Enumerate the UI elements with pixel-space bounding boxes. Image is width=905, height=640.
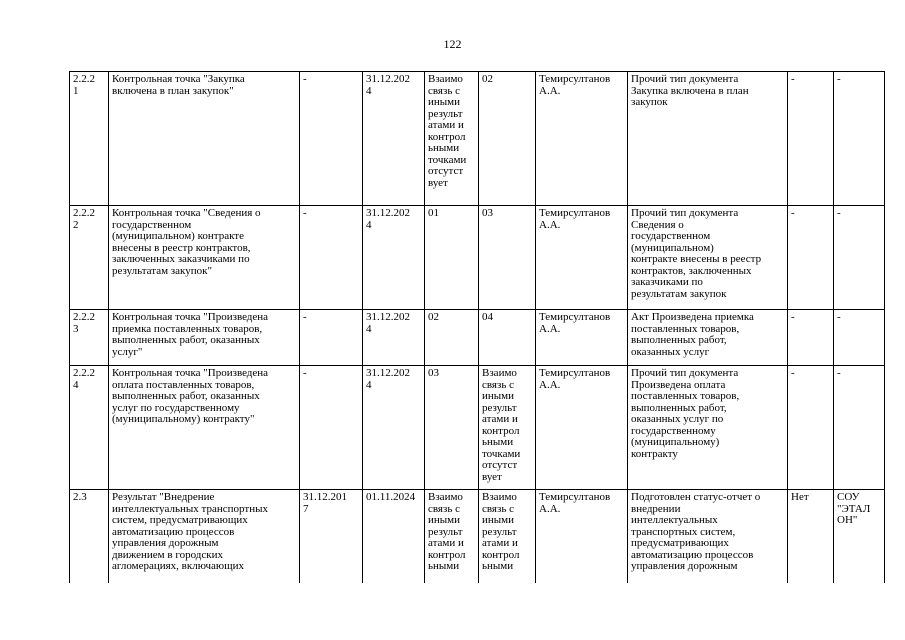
cell-end-date: 31.12.202 4 [363,310,425,366]
cell-name: Контрольная точка "Произведена приемка поставленных товаров, выполненных работ, оказанных услуг" [109,310,300,366]
cell-name: Контрольная точка "Произведена оплата поставленных товаров, выполненных работ, оказанных услуг по государственному (муниципальному) контракту" [109,366,300,490]
cell-predecessor: Взаимо связь с иными результ атами и контрол ьными точками отсутст вует [425,72,479,206]
cell-responsible: Темирсултанов А.А. [536,366,628,490]
cell-responsible: Темирсултанов А.А. [536,490,628,584]
cell-name: Контрольная точка "Сведения о государственном (муниципальном) контракте внесены в реестр контрактов, заключенных заказчиками по результатам закупок" [109,206,300,310]
cell-successor: 02 [479,72,536,206]
cell-end-date: 31.12.202 4 [363,206,425,310]
cell-predecessor: 03 [425,366,479,490]
table-row [70,310,885,366]
cell-name: Результат "Внедрение интеллектуальных транспортных систем, предусматривающих автоматизацию процессов управления дорожным движением в городских агломерациях, включающих [109,490,300,584]
cell-info-system: - [834,206,885,310]
table-row [70,72,885,206]
cell-info-system: - [834,366,885,490]
cell-number: 2.2.2 4 [70,366,109,490]
cell-responsible: Темирсултанов А.А. [536,206,628,310]
cell-predecessor: Взаимо связь с иными результ атами и контрол ьными [425,490,479,584]
cell-successor: Взаимо связь с иными результ атами и контрол ьными точками отсутст вует [479,366,536,490]
cell-responsible: Темирсултанов А.А. [536,310,628,366]
cell-info-system: СОУ "ЭТАЛ ОН" [834,490,885,584]
cell-number: 2.2.2 1 [70,72,109,206]
cell-start-date: 31.12.201 7 [300,490,363,584]
cell-gis: - [788,366,834,490]
table-row [70,490,885,584]
cell-gis: - [788,206,834,310]
cell-predecessor: 02 [425,310,479,366]
cell-number: 2.2.2 3 [70,310,109,366]
cell-successor: 03 [479,206,536,310]
cell-end-date: 31.12.202 4 [363,72,425,206]
cell-successor: 04 [479,310,536,366]
cell-start-date: - [300,310,363,366]
cell-number: 2.3 [70,490,109,584]
cell-start-date: - [300,206,363,310]
cell-document: Акт Произведена приемка поставленных товаров, выполненных работ, оказанных услуг [628,310,788,366]
cell-end-date: 01.11.2024 [363,490,425,584]
control-points-table [69,71,885,583]
cell-end-date: 31.12.202 4 [363,366,425,490]
cell-name: Контрольная точка "Закупка включена в план закупок" [109,72,300,206]
table-row [70,366,885,490]
cell-document: Прочий тип документа Сведения о государственном (муниципальном) контракте внесены в реестр контрактов, заключенных заказчиками по результатам закупок [628,206,788,310]
cell-responsible: Темирсултанов А.А. [536,72,628,206]
cell-predecessor: 01 [425,206,479,310]
cell-info-system: - [834,310,885,366]
cell-number: 2.2.2 2 [70,206,109,310]
cell-successor: Взаимо связь с иными результ атами и контрол ьными [479,490,536,584]
cell-gis: - [788,72,834,206]
cell-start-date: - [300,366,363,490]
cell-document: Подготовлен статус-отчет о внедрении интеллектуальных транспортных систем, предусматривающих автоматизацию процессов управления дорожным [628,490,788,584]
cell-info-system: - [834,72,885,206]
cell-start-date: - [300,72,363,206]
cell-gis: - [788,310,834,366]
cell-gis: Нет [788,490,834,584]
page-number: 122 [443,37,462,51]
table-row [70,206,885,310]
cell-document: Прочий тип документа Произведена оплата поставленных товаров, выполненных работ, оказанных услуг по государственному (муниципальному) контракту [628,366,788,490]
cell-document: Прочий тип документа Закупка включена в план закупок [628,72,788,206]
